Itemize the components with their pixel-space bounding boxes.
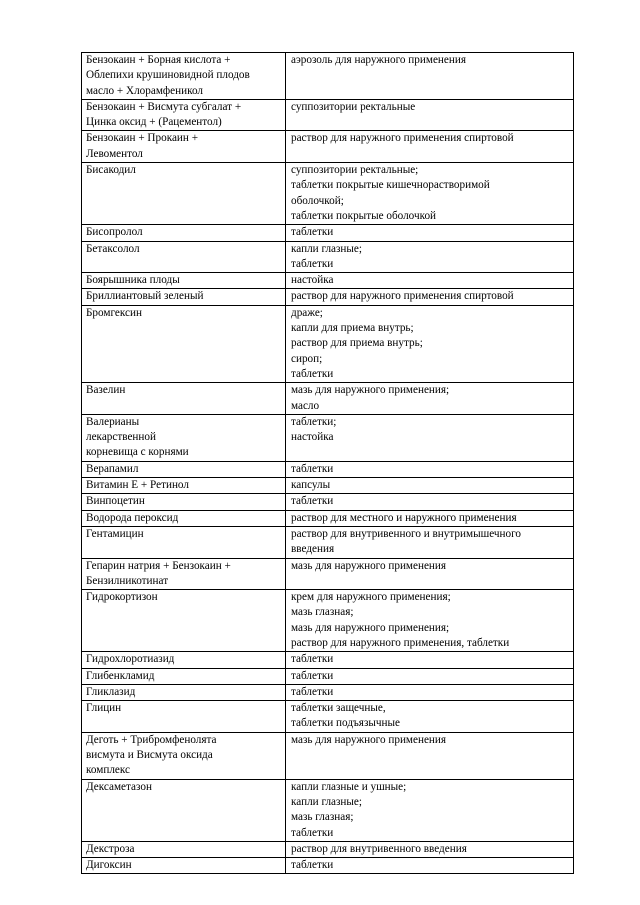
table-row: [82, 53, 574, 100]
dosage-form-cell: драже; капли для приема внутрь; раствор для приема внутрь; сироп; таблетки: [286, 305, 574, 382]
drug-name-cell: Бензокаин + Борная кислота + Облепихи крушиновидной плодов масло + Хлорамфеникол: [82, 53, 286, 100]
drug-name-cell: Бриллиантовый зеленый: [82, 289, 286, 305]
dosage-form-cell: капсулы: [286, 478, 574, 494]
dosage-form-cell: раствор для местного и наружного применения: [286, 510, 574, 526]
dosage-form-cell: настойка: [286, 273, 574, 289]
table-row: [82, 779, 574, 841]
drug-name-cell: Деготь + Трибромфенолята висмута и Висмута оксида комплекс: [82, 732, 286, 779]
drug-name-cell: Декстроза: [82, 841, 286, 857]
dosage-form-cell: раствор для наружного применения спиртовой: [286, 289, 574, 305]
drug-name-cell: Дигоксин: [82, 858, 286, 874]
table-row: [82, 526, 574, 558]
dosage-form-cell: таблетки: [286, 684, 574, 700]
drug-name-cell: Бензокаин + Висмута субгалат + Цинка оксид + (Рацементол): [82, 99, 286, 131]
dosage-form-cell: мазь для наружного применения: [286, 558, 574, 590]
table-row: [82, 732, 574, 779]
table-row: [82, 478, 574, 494]
dosage-form-cell: раствор для внутривенного введения: [286, 841, 574, 857]
dosage-form-cell: таблетки: [286, 461, 574, 477]
drug-name-cell: Верапамил: [82, 461, 286, 477]
table-row: [82, 494, 574, 510]
drug-name-cell: Боярышника плоды: [82, 273, 286, 289]
drug-name-cell: Гентамицин: [82, 526, 286, 558]
dosage-form-cell: крем для наружного применения; мазь глазная; мазь для наружного применения; раствор для наружного применения, таблетки: [286, 590, 574, 652]
drug-name-cell: Глибенкламид: [82, 668, 286, 684]
table-row: [82, 858, 574, 874]
table-row: [82, 684, 574, 700]
dosage-form-cell: капли глазные; таблетки: [286, 241, 574, 273]
dosage-form-cell: таблетки: [286, 858, 574, 874]
dosage-form-cell: раствор для наружного применения спиртовой: [286, 131, 574, 163]
dosage-form-cell: таблетки: [286, 668, 574, 684]
table-row: [82, 305, 574, 382]
table-row: [82, 461, 574, 477]
table-row: [82, 163, 574, 225]
table-row: [82, 701, 574, 733]
dosage-form-cell: таблетки; настойка: [286, 414, 574, 461]
drug-name-cell: Бисакодил: [82, 163, 286, 225]
table-row: [82, 590, 574, 652]
table-row: [82, 841, 574, 857]
drug-name-cell: Бензокаин + Прокаин + Левоментол: [82, 131, 286, 163]
dosage-form-cell: мазь для наружного применения: [286, 732, 574, 779]
table-row: [82, 225, 574, 241]
drug-name-cell: Гепарин натрия + Бензокаин + Бензилникотинат: [82, 558, 286, 590]
dosage-form-cell: раствор для внутривенного и внутримышечного введения: [286, 526, 574, 558]
dosage-form-cell: аэрозоль для наружного применения: [286, 53, 574, 100]
drug-name-cell: Гликлазид: [82, 684, 286, 700]
drug-name-cell: Глицин: [82, 701, 286, 733]
drug-name-cell: Дексаметазон: [82, 779, 286, 841]
drug-name-cell: Винпоцетин: [82, 494, 286, 510]
drug-name-cell: Гидрохлоротиазид: [82, 652, 286, 668]
dosage-form-cell: таблетки: [286, 652, 574, 668]
drug-name-cell: Вазелин: [82, 383, 286, 415]
dosage-form-cell: таблетки: [286, 225, 574, 241]
table-row: [82, 383, 574, 415]
drug-name-cell: Бромгексин: [82, 305, 286, 382]
dosage-form-cell: мазь для наружного применения; масло: [286, 383, 574, 415]
dosage-form-cell: таблетки: [286, 494, 574, 510]
table-row: [82, 273, 574, 289]
table-row: [82, 558, 574, 590]
drug-name-cell: Валерианы лекарственной корневища с корнями: [82, 414, 286, 461]
table-row: [82, 131, 574, 163]
table-row: [82, 652, 574, 668]
table-body: [82, 53, 574, 874]
table-row: [82, 289, 574, 305]
table-row: [82, 510, 574, 526]
drug-name-cell: Водорода пероксид: [82, 510, 286, 526]
drug-name-cell: Бетаксолол: [82, 241, 286, 273]
dosage-form-cell: капли глазные и ушные; капли глазные; мазь глазная; таблетки: [286, 779, 574, 841]
drug-name-cell: Бисопролол: [82, 225, 286, 241]
table-row: [82, 668, 574, 684]
dosage-form-cell: суппозитории ректальные; таблетки покрытые кишечнорастворимой оболочкой; таблетки покрытые оболочкой: [286, 163, 574, 225]
drug-name-cell: Витамин Е + Ретинол: [82, 478, 286, 494]
table-row: [82, 414, 574, 461]
drug-forms-table: [81, 52, 574, 874]
table-row: [82, 99, 574, 131]
dosage-form-cell: суппозитории ректальные: [286, 99, 574, 131]
drug-name-cell: Гидрокортизон: [82, 590, 286, 652]
table-row: [82, 241, 574, 273]
dosage-form-cell: таблетки защечные, таблетки подъязычные: [286, 701, 574, 733]
